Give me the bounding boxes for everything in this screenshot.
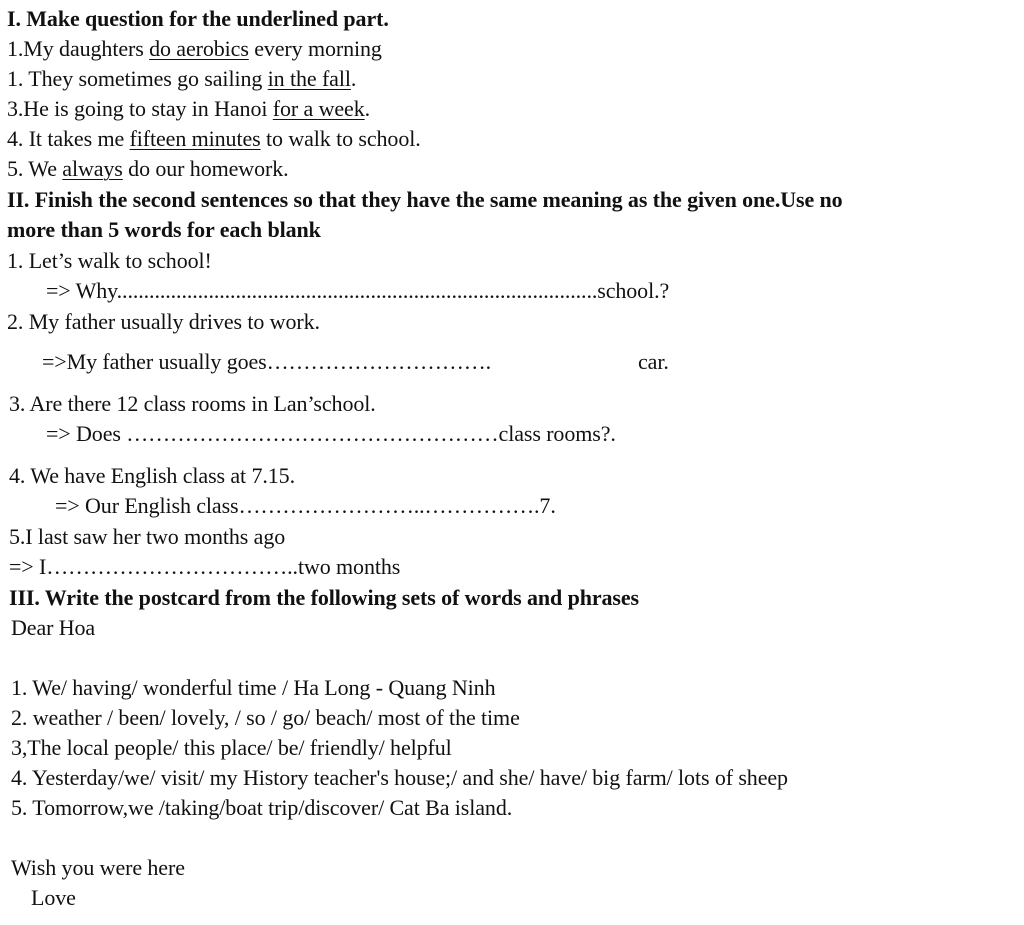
section-3-heading: III. Write the postcard from the following sets of words and phrases (9, 585, 639, 610)
underlined-part: do aerobics (149, 36, 249, 61)
postcard-greeting: Dear Hoa (11, 615, 96, 640)
section-2-answer-5: => I……………………………..two months (9, 554, 401, 579)
section-1-item-1 (7, 36, 382, 62)
section-2-answer-2-tail: car. (638, 349, 669, 374)
item-text-pre: 5. We (7, 156, 63, 181)
postcard-closing: Wish you were here (11, 855, 185, 880)
section-1-heading: I. Make question for the underlined part. (7, 6, 389, 31)
item-text-pre: 1. They sometimes go sailing (7, 66, 268, 91)
section-2-answer-1: => Why.........................................................................................school.? (46, 278, 670, 303)
section-2-given-4: 4. We have English class at 7.15. (9, 463, 295, 488)
item-text-post: . (364, 96, 371, 121)
section-2-given-1: 1. Let’s walk to school! (7, 248, 212, 273)
item-text-pre: 4. It takes me (7, 126, 130, 151)
section-1-item-2 (7, 66, 356, 92)
postcard-item-5: 5. Tomorrow,we /taking/boat trip/discover/ Cat Ba island. (11, 795, 513, 820)
section-2-given-3: 3. Are there 12 class rooms in Lan’school. (9, 391, 376, 416)
section-2-given-2: 2. My father usually drives to work. (7, 309, 320, 334)
underlined-part: in the fall (267, 66, 351, 91)
section-2-given-5: 5.I last saw her two months ago (9, 524, 286, 549)
postcard-item-4: 4. Yesterday/we/ visit/ my History teacher's house;/ and she/ have/ big farm/ lots of sheep (11, 765, 788, 790)
underlined-part: always (62, 156, 123, 181)
postcard-item-3: 3,The local people/ this place/ be/ friendly/ helpful (11, 735, 452, 760)
item-text-post: do our homework. (122, 156, 289, 181)
section-2-heading-line-1: II. Finish the second sentences so that they have the same meaning as the given one.Use no (7, 187, 843, 212)
section-2-heading-line-2: more than 5 words for each blank (7, 217, 321, 242)
postcard-signoff: Love (31, 885, 76, 910)
section-2-answer-2: =>My father usually goes…………………………. (42, 349, 492, 374)
section-1-item-4 (7, 126, 421, 152)
section-1-item-3 (7, 96, 370, 122)
section-1-item-5 (7, 156, 289, 182)
item-text-pre: 3.He is going to stay in Hanoi (7, 96, 273, 121)
postcard-item-1: 1. We/ having/ wonderful time / Ha Long - Quang Ninh (11, 675, 496, 700)
item-text-post: every morning (248, 36, 382, 61)
postcard-item-2: 2. weather / been/ lovely, / so / go/ beach/ most of the time (11, 705, 520, 730)
item-text-post: to walk to school. (260, 126, 421, 151)
section-2-answer-4: => Our English class……………………..…………….7. (55, 493, 556, 518)
underlined-part: for a week (272, 96, 365, 121)
item-text-pre: 1.My daughters (7, 36, 150, 61)
section-2-answer-3: => Does ……………………………………………class rooms?. (46, 421, 616, 446)
underlined-part: fifteen minutes (129, 126, 261, 151)
item-text-post: . (350, 66, 357, 91)
